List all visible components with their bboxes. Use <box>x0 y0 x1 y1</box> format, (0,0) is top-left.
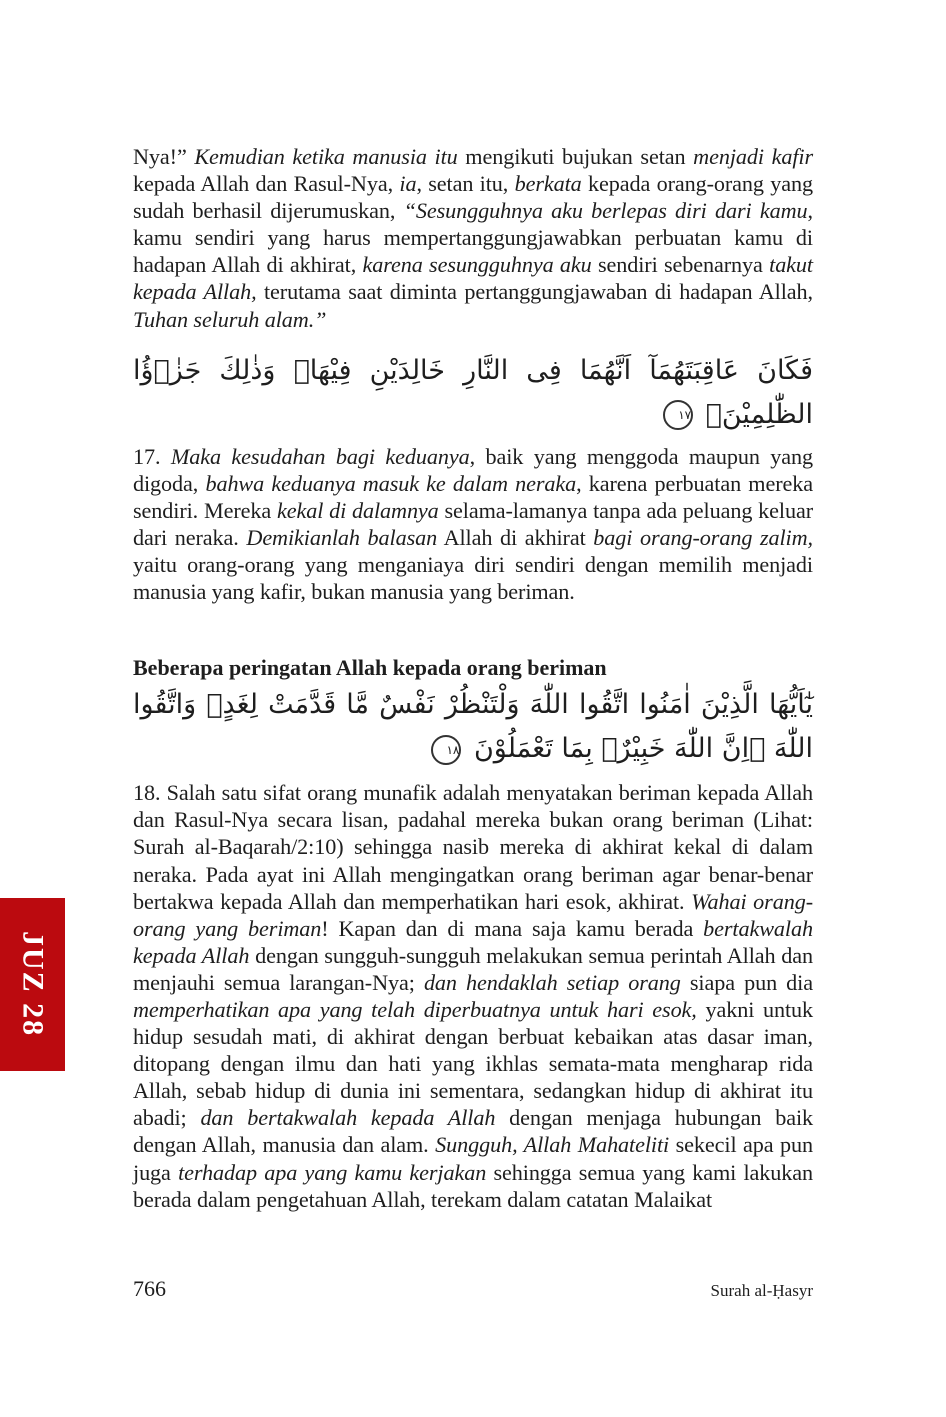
emphasis-text: terhadap apa yang kamu kerjakan <box>178 1159 487 1185</box>
verse-17-text: فَكَانَ عَاقِبَتَهُمَآ اَنَّهُمَا فِى النَّارِ خَالِدَيْنِ فِيْهَاۗ وَذٰلِكَ جَزٰۤؤُا الظّٰلِمِيْنَࣖ <box>133 354 813 430</box>
emphasis-text: Sungguh, Allah Mahateliti <box>435 1132 670 1158</box>
page-body <box>133 143 813 1213</box>
emphasis-text: takut kepada Allah, <box>133 252 813 305</box>
emphasis-text: karena sesungguhnya aku <box>362 252 592 278</box>
body-text: ! Kapan dan di mana saja kamu berada <box>321 915 704 941</box>
section-heading: Beberapa peringatan Allah kepada orang beriman <box>133 655 607 681</box>
body-text: selama-lamanya tanpa ada peluang keluar dari neraka. <box>133 497 813 550</box>
body-text: mengikuti bujukan setan <box>457 144 694 169</box>
body-text: kepada Allah dan Rasul-Nya, <box>133 171 400 197</box>
commentary-18 <box>133 779 813 1213</box>
body-text: sendiri sebenarnya <box>591 252 770 278</box>
body-text: dengan sungguh-sungguh melakukan semua perintah Allah dan menjauhi semua larangan-Nya; <box>133 942 813 995</box>
body-text: sekecil apa pun juga <box>133 1132 813 1185</box>
emphasis-text: “Sesungguhnya aku berlepas diri dari kamu <box>403 198 808 224</box>
emphasis-text: Kemudian ketika manusia itu <box>194 144 458 169</box>
emphasis-text: Demikianlah balasan <box>246 524 438 550</box>
body-text: yaitu orang-orang yang menganiaya diri sendiri dengan memilih menjadi manusia yang kafir, bukan manusia yang beriman. <box>133 552 813 605</box>
emphasis-text: Wahai orang-orang yang beriman <box>133 888 813 941</box>
body-text: yakni untuk hidup sesudah mati, di akhirat dengan berbuat kebaikan atas dasar iman, ditopang dengan ilmu dan hati yang ikhlas semata-mata mengharap rida Allah, sebab hidup di dunia ini sementara, sedangkan hidup di akhirat itu abadi; <box>133 996 813 1131</box>
page-number: 766 <box>133 1276 166 1301</box>
emphasis-text: ia <box>399 171 417 197</box>
body-text: kepada orang-orang yang sudah berhasil dijerumuskan, <box>133 171 813 224</box>
commentary-17 <box>133 443 813 606</box>
body-text: terutama saat diminta pertanggungjawaban di hadapan Allah, <box>256 279 813 305</box>
verse-18-text: يٰٓاَيُّهَا الَّذِيْنَ اٰمَنُوا اتَّقُوا اللّٰهَ وَلْتَنْظُرْ نَفْسٌ مَّا قَدَّمَتْ لِغَدٍۚ وَاتَّقُوا اللّٰهَ ۗاِنَّ اللّٰهَ خَبِيْرٌۢ بِمَا تَعْمَلُوْنَ <box>133 689 813 765</box>
running-title: Surah al-Ḥasyr <box>710 1281 813 1300</box>
ayah-number-marker-icon: ١٧ <box>663 400 693 430</box>
body-text: , setan itu, <box>416 171 515 197</box>
emphasis-text: bahwa keduanya masuk ke dalam neraka <box>205 470 577 496</box>
emphasis-text: bertakwalah kepada Allah <box>133 915 813 968</box>
body-text: siapa pun dia <box>680 969 813 995</box>
body-text: 17. <box>133 443 171 469</box>
body-text: , karena perbuatan mereka sendiri. Mereka <box>133 470 813 523</box>
emphasis-text: dan bertakwalah kepada Allah <box>200 1105 496 1131</box>
paragraph-continuation <box>133 143 813 333</box>
body-text: Nya!” <box>133 144 195 169</box>
emphasis-text: bagi orang-orang zalim, <box>593 524 813 550</box>
emphasis-text: berkata <box>514 171 582 197</box>
body-text: , kamu sendiri yang harus mempertanggungjawabkan perbuatan kamu di hadapan Allah di akhirat, <box>133 198 813 278</box>
emphasis-text: Tuhan seluruh alam.” <box>133 306 327 332</box>
body-text: 18. Salah satu sifat orang munafik adalah menyatakan beriman kepada Allah dan Rasul-Nya secara lisan, padahal mereka bukan orang beriman (Lihat: Surah al-Baqarah/2:10) sehingga nasib mereka di akhirat kekal di dalam neraka. Pada ayat ini Allah mengingatkan orang beriman agar benar-benar bertakwa kepada Allah dan memperhatikan hari esok, akhirat. <box>133 780 813 914</box>
emphasis-text: kekal di dalamnya <box>276 497 439 523</box>
verse-18-arabic <box>133 683 813 771</box>
body-text: , baik yang menggoda maupun yang digoda, <box>133 443 813 496</box>
body-text: Allah di akhirat <box>437 524 594 550</box>
body-text: sehingga semua yang kami lakukan berada dalam pengetahuan Allah, terekam dalam catatan Malaikat <box>133 1159 813 1212</box>
emphasis-text: Maka kesudahan bagi keduanya <box>170 443 470 469</box>
ayah-number-marker-icon: ١٨ <box>431 735 461 765</box>
emphasis-text: menjadi kafir <box>693 144 813 169</box>
emphasis-text: memperhatikan apa yang telah diperbuatnya untuk hari esok, <box>133 996 697 1022</box>
verse-17-arabic <box>133 349 813 437</box>
juz-side-tab <box>0 898 65 1071</box>
body-text: dengan menjaga hubungan baik dengan Allah, manusia dan alam. <box>133 1105 814 1158</box>
emphasis-text: dan hendaklah setiap orang <box>423 969 681 995</box>
juz-label: JUZ 28 <box>16 931 50 1038</box>
